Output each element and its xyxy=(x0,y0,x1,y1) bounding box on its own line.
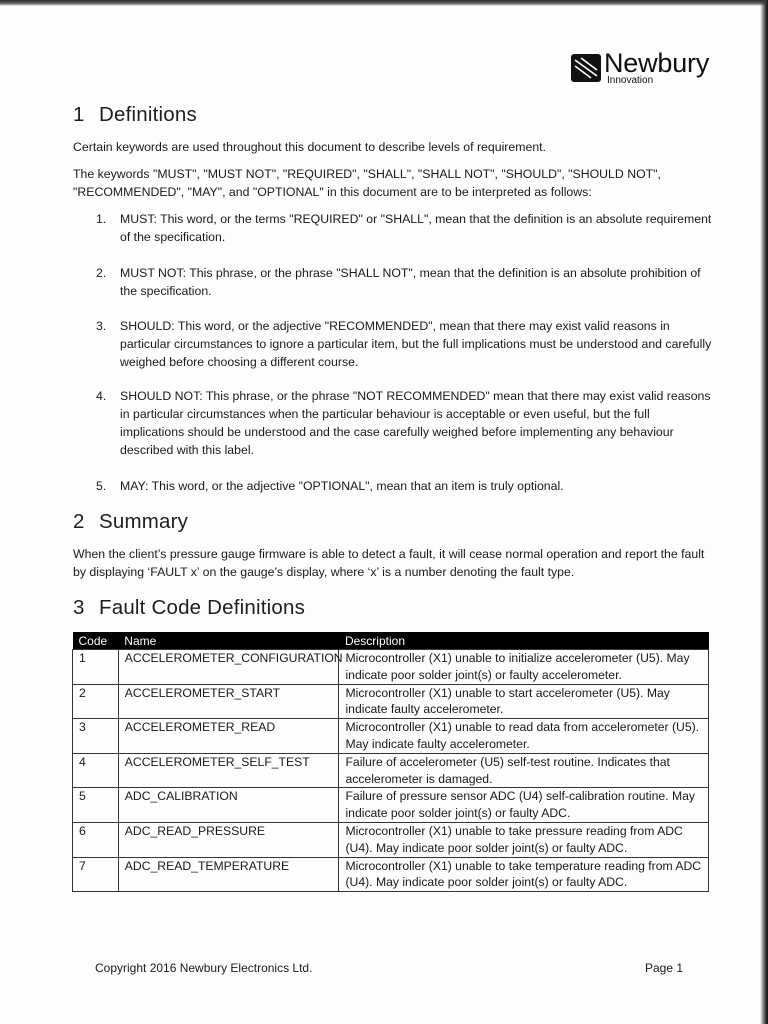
fault-code: 4 xyxy=(73,753,119,788)
item-text: MAY: This word, or the adjective "OPTIONAL", mean that an item is truly optional. xyxy=(120,479,564,493)
fault-description: Failure of accelerometer (U5) self-test routine. Indicates that accelerometer is damaged. xyxy=(339,753,709,788)
definition-item xyxy=(96,264,716,300)
logo-mark-icon xyxy=(571,54,601,82)
fault-code: 1 xyxy=(73,650,119,685)
table-row xyxy=(73,719,709,754)
table-row xyxy=(73,788,709,823)
item-number: 5. xyxy=(96,479,107,493)
summary-text: When the client’s pressure gauge firmware is able to detect a fault, it will cease normal operation and report the fault by displaying ‘FAULT x’ on the gauge’s display, where ‘x’ is a number denoting the fault type. xyxy=(73,547,705,579)
fault-description: Microcontroller (X1) unable to read data from accelerometer (U5). May indicate faulty accelerometer. xyxy=(339,719,709,754)
fault-name: ADC_READ_PRESSURE xyxy=(118,822,339,857)
fault-code: 7 xyxy=(73,857,119,892)
definitions-keywords-line-1: The keywords "MUST", "MUST NOT", "REQUIRED", "SHALL", "SHALL NOT", "SHOULD", "SHOULD NOT", xyxy=(73,167,661,181)
fault-code: 3 xyxy=(73,719,119,754)
fault-description: Microcontroller (X1) unable to start accelerometer (U5). May indicate faulty accelerometer. xyxy=(339,684,709,719)
column-header-code: Code xyxy=(73,632,119,650)
fault-name: ACCELEROMETER_CONFIGURATION xyxy=(118,650,339,685)
item-number: 1. xyxy=(96,212,107,226)
footer-page-number: Page 1 xyxy=(645,961,684,975)
column-header-name: Name xyxy=(118,632,339,650)
fault-description: Microcontroller (X1) unable to take temperature reading from ADC (U4). May indicate poor solder joint(s) or faulty ADC. xyxy=(339,857,709,892)
item-number: 4. xyxy=(96,389,107,403)
logo-subtitle: Innovation xyxy=(607,75,654,86)
section-heading-definitions xyxy=(73,103,197,127)
item-text: MUST NOT: This phrase, or the phrase "SHALL NOT", mean that the definition is an absolute prohibition of the specification. xyxy=(120,266,701,298)
item-text: SHOULD NOT: This phrase, or the phrase "NOT RECOMMENDED" mean that there may exist valid reasons in particular circumstances when the particular behaviour is acceptable or even useful, but the full implications should be understood and the case carefully weighed before implementing any behaviour described with this label. xyxy=(120,389,711,457)
fault-name: ADC_CALIBRATION xyxy=(118,788,339,823)
section-title: Definitions xyxy=(99,103,197,126)
fault-name: ACCELEROMETER_READ xyxy=(118,719,339,754)
footer-copyright: Copyright 2016 Newbury Electronics Ltd. xyxy=(95,961,313,975)
table-row xyxy=(73,753,709,788)
section-number: 1 xyxy=(73,103,85,126)
logo-name: Newbury xyxy=(604,48,710,78)
fault-code: 6 xyxy=(73,822,119,857)
table-row xyxy=(73,684,709,719)
definition-item xyxy=(96,477,716,495)
section-number: 3 xyxy=(73,596,85,619)
definition-item xyxy=(96,210,716,246)
section-title: Summary xyxy=(99,510,189,533)
table-row xyxy=(73,857,709,892)
item-text: SHOULD: This word, or the adjective "RECOMMENDED", mean that there may exist valid reasons in particular circumstances to ignore a particular item, but the full implications must be understood and carefully weighed before choosing a different course. xyxy=(120,319,712,369)
table-header-row xyxy=(73,632,709,650)
definition-item xyxy=(96,317,716,371)
table-row xyxy=(73,822,709,857)
definition-item xyxy=(96,387,716,459)
fault-description: Microcontroller (X1) unable to take pressure reading from ADC (U4). May indicate poor solder joint(s) or faulty ADC. xyxy=(339,822,709,857)
item-text: MUST: This word, or the terms "REQUIRED" or "SHALL", mean that the definition is an absolute requirement of the specification. xyxy=(120,212,712,244)
definitions-intro: Certain keywords are used throughout this document to describe levels of requirement. xyxy=(73,140,546,154)
column-header-description: Description xyxy=(339,632,709,650)
section-title: Fault Code Definitions xyxy=(99,596,306,619)
item-number: 2. xyxy=(96,266,107,280)
fault-description: Failure of pressure sensor ADC (U4) self-calibration routine. May indicate poor solder joint(s) or faulty ADC. xyxy=(339,788,709,823)
section-heading-fault-codes xyxy=(73,596,305,620)
section-number: 2 xyxy=(73,510,85,533)
scan-edge-top xyxy=(0,0,768,6)
fault-description: Microcontroller (X1) unable to initialize accelerometer (U5). May indicate poor solder joint(s) or faulty accelerometer. xyxy=(339,650,709,685)
definitions-keywords-line-2: "RECOMMENDED", "MAY", and "OPTIONAL" in this document are to be interpreted as follows: xyxy=(73,185,592,199)
scan-edge-right xyxy=(760,0,768,1024)
fault-code: 2 xyxy=(73,684,119,719)
item-number: 3. xyxy=(96,319,107,333)
fault-name: ACCELEROMETER_SELF_TEST xyxy=(118,753,339,788)
fault-name: ACCELEROMETER_START xyxy=(118,684,339,719)
section-heading-summary xyxy=(73,510,188,534)
table-row xyxy=(73,650,709,685)
fault-name: ADC_READ_TEMPERATURE xyxy=(118,857,339,892)
company-logo xyxy=(571,48,717,88)
fault-code: 5 xyxy=(73,788,119,823)
fault-code-table xyxy=(72,632,709,892)
